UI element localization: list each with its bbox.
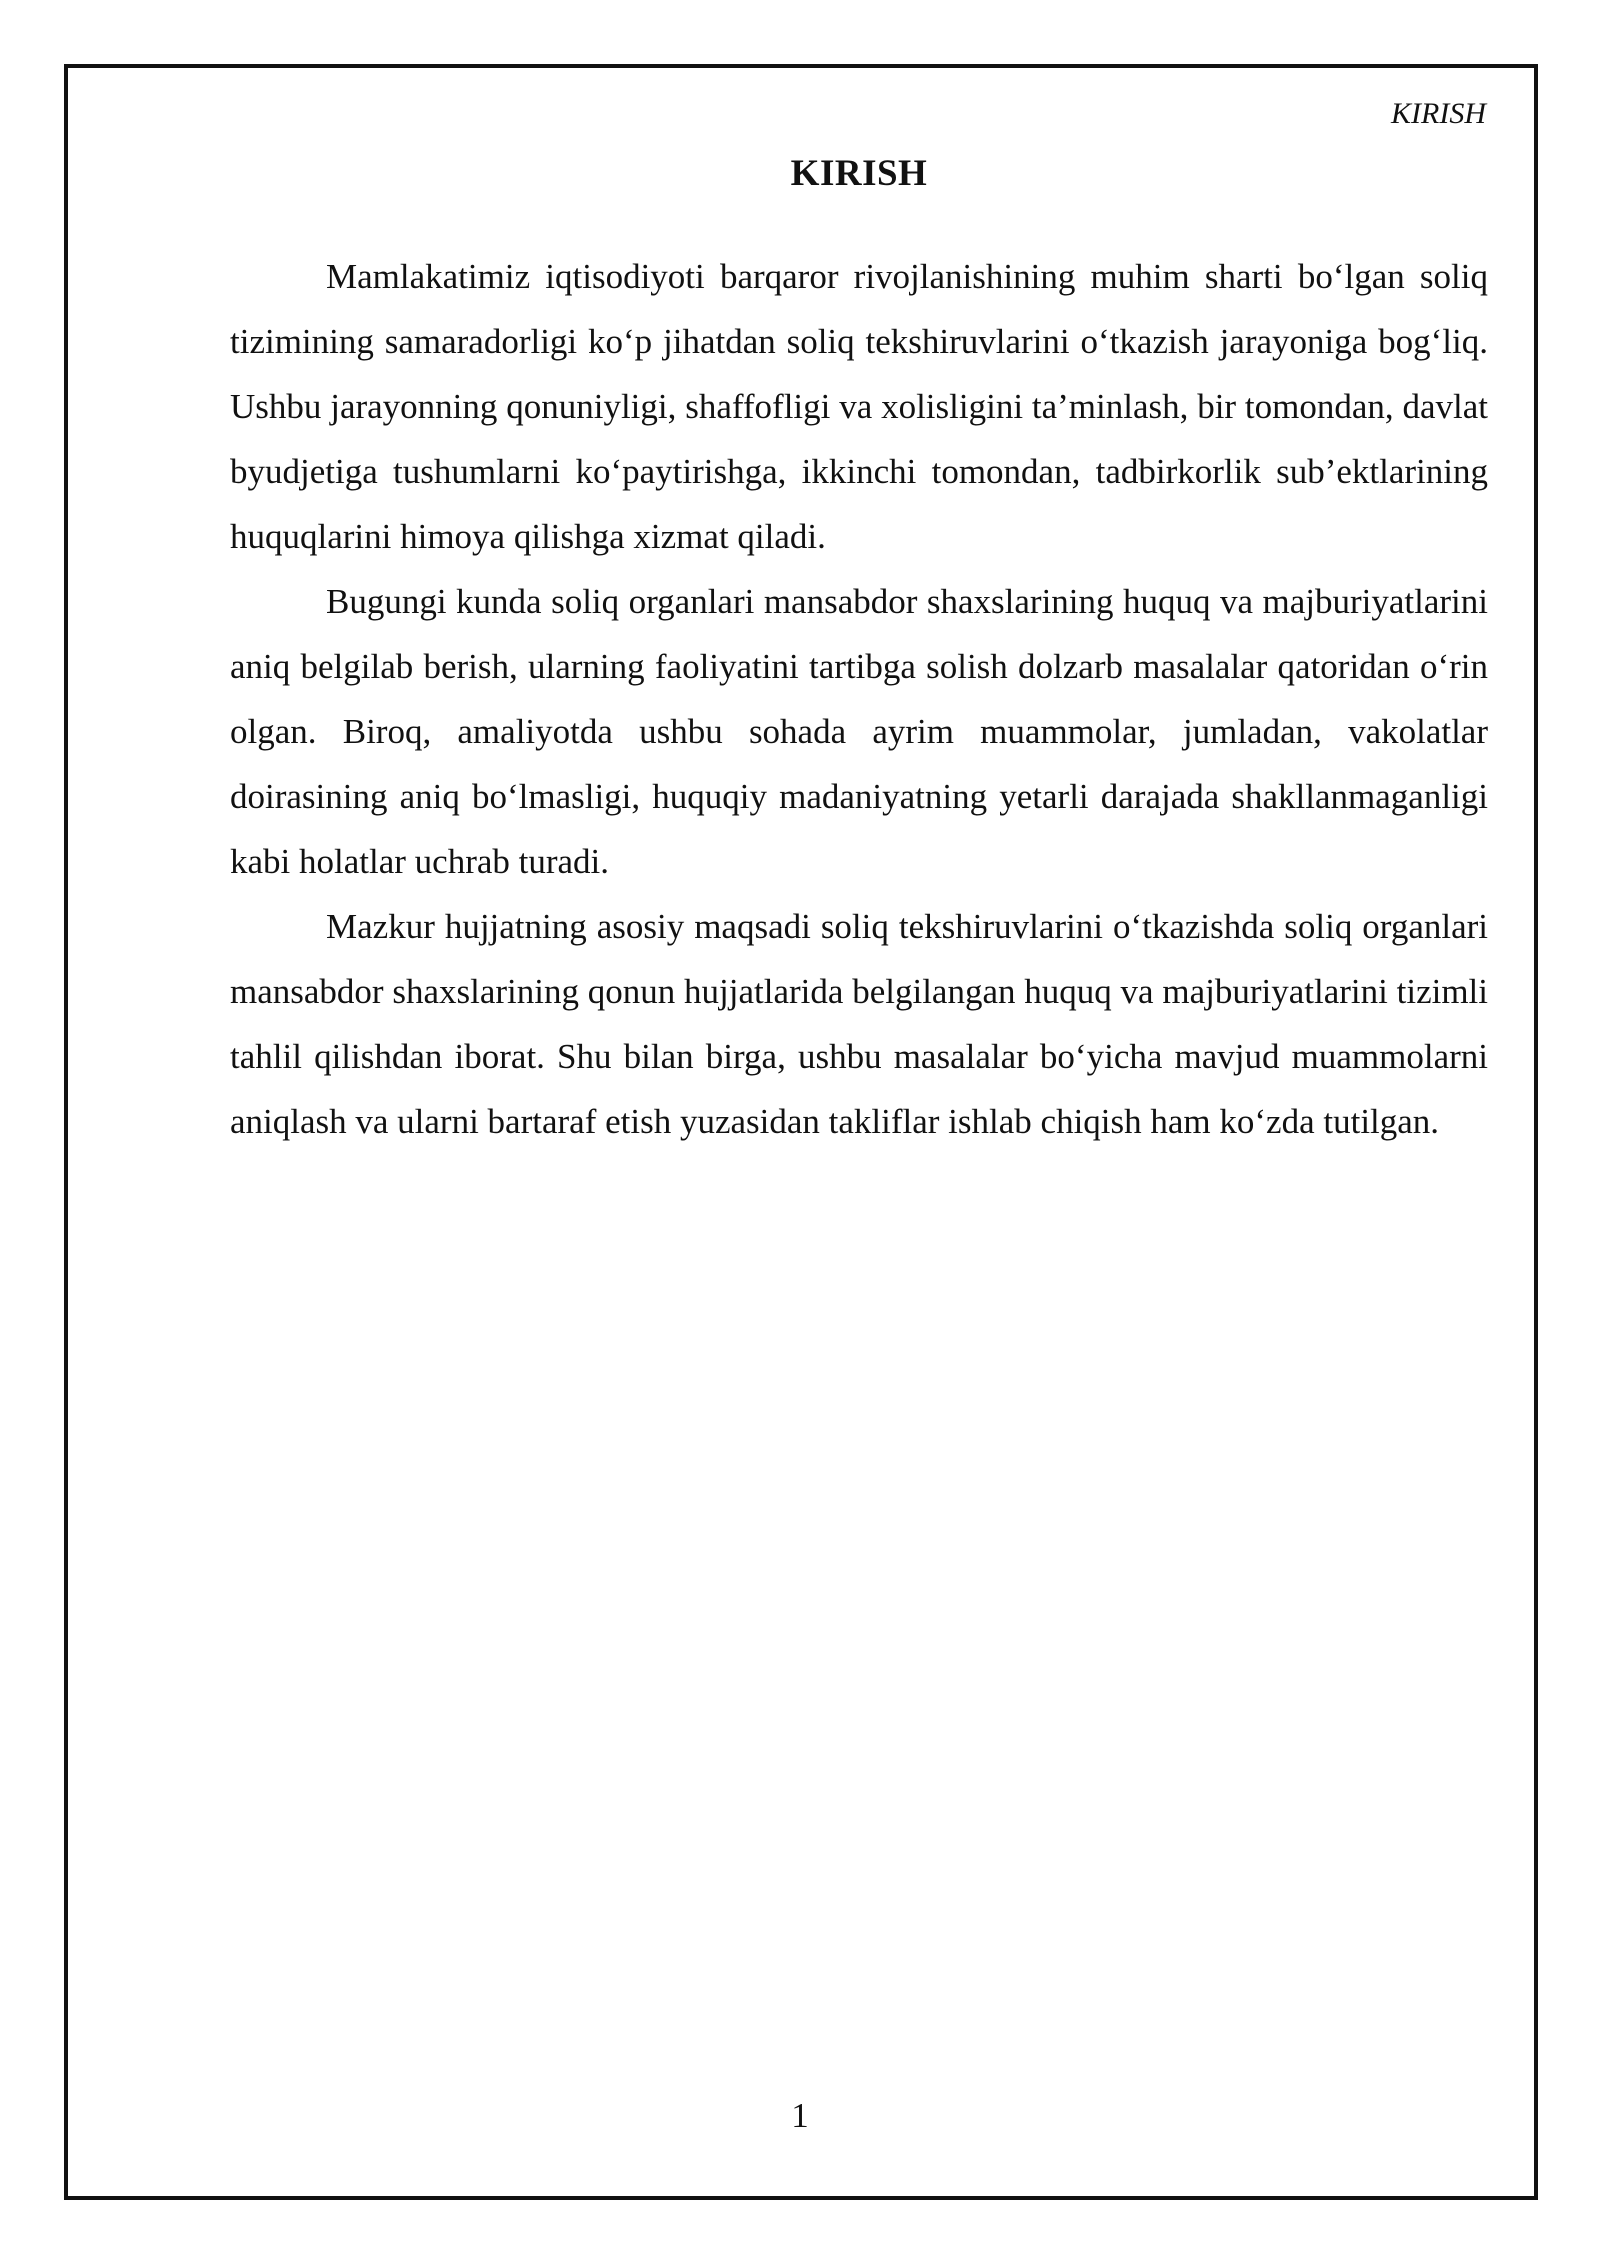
page-title: KIRISH <box>790 153 928 194</box>
paragraph-3: Mazkur hujjatning asosiy maqsadi soliq tekshiruvlarini o‘tkazishda soliq organlari mansabdor shaxslarining qonun hujjatlarida belgilangan huquq va majburiyatlarini tizimli tahlil qilishdan iborat. Shu bilan birga, ushbu masalalar bo‘yicha mavjud muammolarni aniqlash va ularni bartaraf etish yuzasidan takliflar ishlab chiqish ham ko‘zda tutilgan. <box>230 907 1488 1141</box>
page-number: 1 <box>791 2096 809 2135</box>
paragraph-1: Mamlakatimiz iqtisodiyoti barqaror rivojlanishining muhim sharti bo‘lgan soliq tizimining samaradorligi ko‘p jihatdan soliq tekshiruvlarini o‘tkazish jarayoniga bog‘liq. Ushbu jarayonning qonuniyligi, shaffofligi va xolisligini ta’minlash, bir tomondan, davlat byudjetiga tushumlarni ko‘paytirishga, ikkinchi tomondan, tadbirkorlik sub’ektlarining huquqlarini himoya qilishga xizmat qiladi. <box>230 257 1488 556</box>
running-header: KIRISH <box>1391 97 1486 130</box>
body-text <box>230 244 1488 1154</box>
page-content <box>230 150 1488 1154</box>
paragraph-2: Bugungi kunda soliq organlari mansabdor shaxslarining huquq va majburiyatlarini aniq belgilab berish, ularning faoliyatini tartibga solish dolzarb masalalar qatoridan o‘rin olgan. Biroq, amaliyotda ushbu sohada ayrim muammolar, jumladan, vakolatlar doirasining aniq bo‘lmasligi, huquqiy madaniyatning yetarli darajada shakllanmaganligi kabi holatlar uchrab turadi. <box>230 582 1488 881</box>
